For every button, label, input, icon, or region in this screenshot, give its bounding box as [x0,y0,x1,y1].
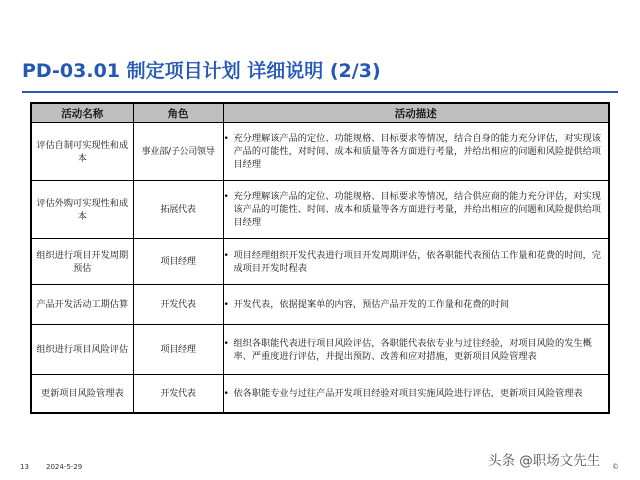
bullet-icon: • [223,299,229,310]
activity-description [223,181,609,239]
activity-description [223,123,609,181]
activity-description [223,285,609,325]
watermark-text: 头条 @职场文先生 [488,453,601,469]
activity-role: 开发代表 [133,285,223,325]
activity-table [30,102,610,414]
footer-date: 2024-5-29 [46,463,83,471]
bullet-icon: • [223,337,229,349]
activity-description [223,239,609,285]
description-text: 充分理解该产品的定位、功能规格、目标要求等情况，结合自身的能力充分评估，对实现该产品的可能性，对时间、成本和质量等各方面进行考量，并给出相应的问题和风险提供给项目经理 [233,133,601,170]
activity-role: 事业部/子公司领导 [133,123,223,181]
activity-role: 拓展代表 [133,181,223,239]
table-row [31,325,609,375]
table-row [31,239,609,285]
bullet-icon: • [223,133,229,144]
description-text: 依各职能专业与过往产品开发项目经验对项目实施风险进行评估，更新项目风险管理表 [233,387,583,399]
header-role: 角色 [133,103,223,123]
title-divider [22,91,618,93]
activity-role: 项目经理 [133,239,223,285]
activity-role: 项目经理 [133,325,223,375]
bullet-icon: • [223,387,229,399]
activity-name: 评估外购可实现性和成本 [31,181,133,239]
activity-role: 开发代表 [133,375,223,413]
table-row [31,285,609,325]
bullet-icon: • [223,191,229,202]
description-text: 开发代表，依据提案单的内容，预估产品开发的工作量和花费的时间 [233,299,510,310]
page-title: PD-03.01 制定项目计划 详细说明 (2/3) [22,60,381,82]
activity-name: 组织进行项目风险评估 [31,325,133,375]
description-text: 充分理解该产品的定位、功能规格、目标要求等情况，结合供应商的能力充分评估，对实现该产品的可能性、时间、成本和质量等各方面进行考量，并给出相应的问题和风险提供给项目经理 [233,191,601,228]
activity-name: 产品开发活动工期估算 [31,285,133,325]
copyright-mark: © [612,463,619,471]
table-row [31,123,609,181]
page-number: 13 [20,463,29,471]
activity-description [223,325,609,375]
description-text: 项目经理组织开发代表进行项目开发周期评估，依各职能代表预估工作量和花费的时间，完成项目开发时程表 [233,249,601,274]
description-text: 组织各职能代表进行项目风险评估，各职能代表依专业与过往经验，对项目风险的发生概率、严重度进行评估，并提出预防、改善和应对措施，更新项目风险管理表 [233,337,592,362]
header-activity-description: 活动描述 [223,103,609,123]
activity-name: 更新项目风险管理表 [31,375,133,413]
activity-description [223,375,609,413]
activity-name: 组织进行项目开发周期预估 [31,239,133,285]
bullet-icon: • [223,249,229,261]
table-header-row [31,103,609,123]
header-activity-name: 活动名称 [31,103,133,123]
table-row [31,181,609,239]
activity-name: 评估自制可实现性和成本 [31,123,133,181]
table-row [31,375,609,413]
